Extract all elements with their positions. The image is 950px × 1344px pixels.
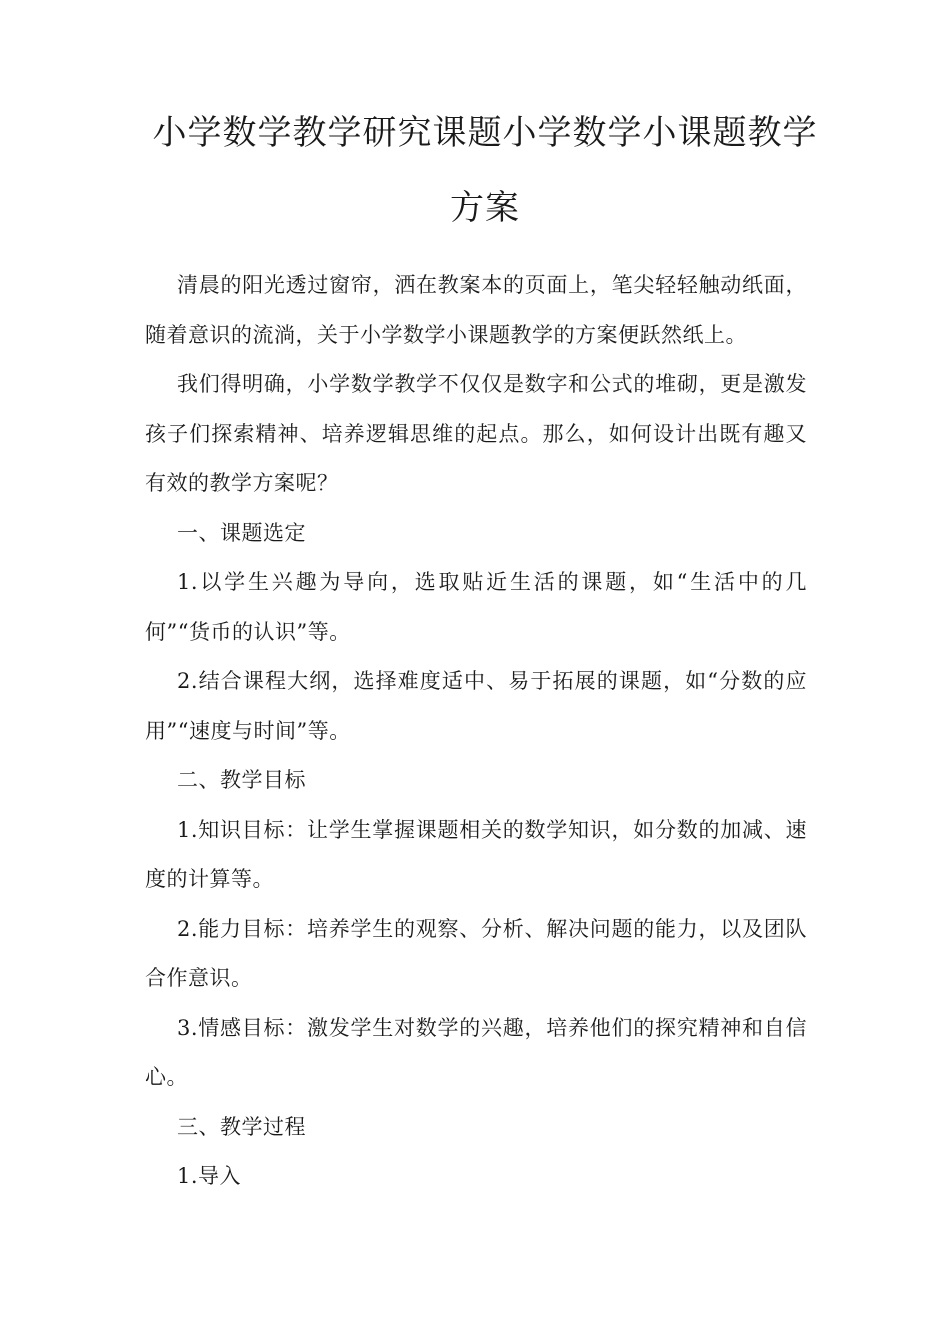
list-item-topic-1: 1.以学生兴趣为导向，选取贴近生活的课题，如“生活中的几何”“货币的认识”等。 bbox=[145, 570, 807, 644]
section-heading-teaching-goals: 二、教学目标 bbox=[177, 768, 306, 792]
section-heading-teaching-process: 三、教学过程 bbox=[177, 1114, 306, 1139]
paragraph-question: 我们得明确，小学数学教学不仅仅是数字和公式的堆砌，更是激发孩子们探索精神、培养逻辑思维的起点。那么，如何设计出既有趣又有效的教学方案呢？ bbox=[145, 372, 807, 495]
list-item-topic-2: 2.结合课程大纲，选择难度适中、易于拓展的课题，如“分数的应用”“速度与时间”等。 bbox=[145, 669, 807, 743]
section-heading-topic-selection: 一、课题选定 bbox=[177, 520, 306, 545]
document-body bbox=[145, 261, 807, 1202]
document-title-line-1: 小学数学教学研究课题小学数学小课题教学 bbox=[152, 113, 818, 153]
list-item-goal-emotion: 3.情感目标：激发学生对数学的兴趣，培养他们的探究精神和自信心。 bbox=[145, 1015, 807, 1089]
list-item-goal-ability: 2.能力目标：培养学生的观察、分析、解决问题的能力，以及团队合作意识。 bbox=[145, 916, 807, 990]
list-item-process-intro: 1.导入 bbox=[177, 1164, 242, 1188]
list-item-goal-knowledge: 1.知识目标：让学生掌握课题相关的数学知识，如分数的加减、速度的计算等。 bbox=[145, 817, 807, 891]
paragraph-intro: 清晨的阳光透过窗帘，洒在教案本的页面上，笔尖轻轻触动纸面，随着意识的流淌，关于小学数学小课题教学的方案便跃然纸上。 bbox=[145, 273, 807, 347]
document-title-line-2: 方案 bbox=[450, 188, 520, 228]
